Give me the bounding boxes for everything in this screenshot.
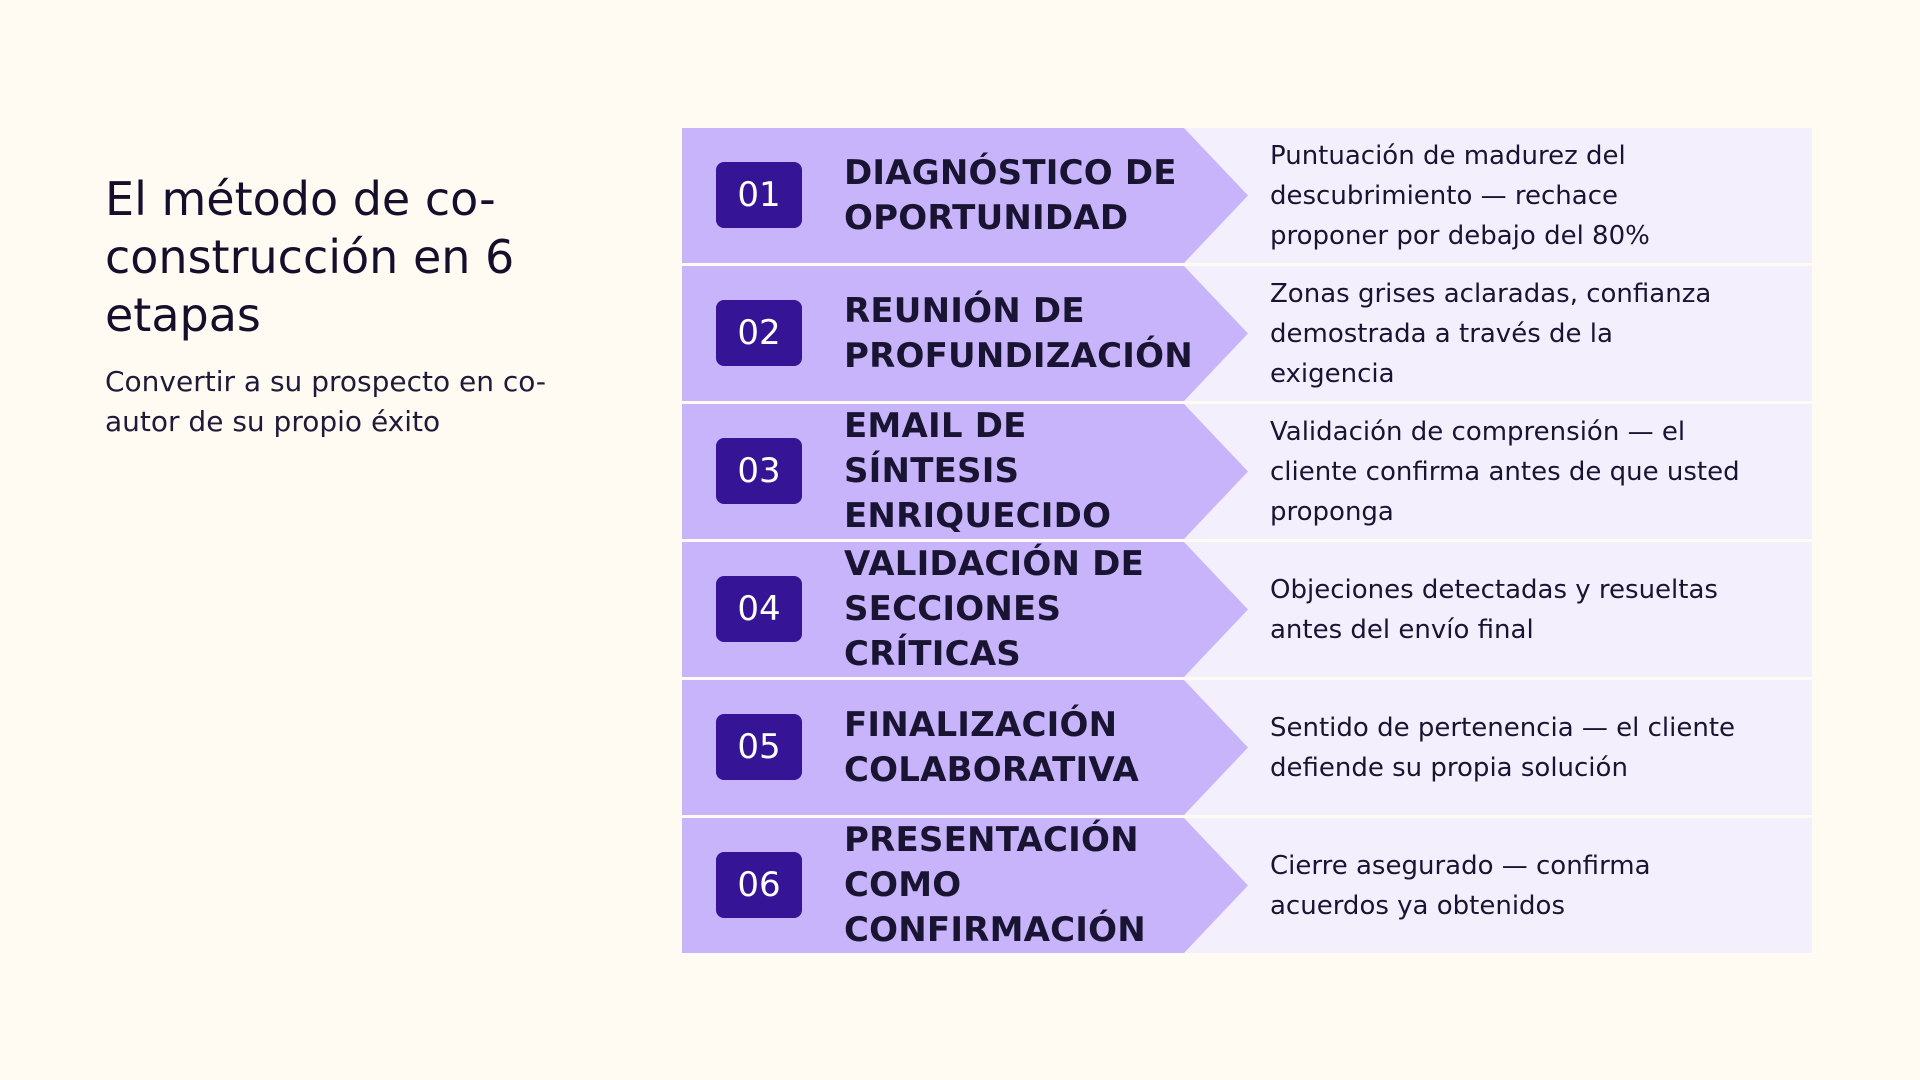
step-6 bbox=[682, 818, 1812, 953]
step-number-badge: 03 bbox=[716, 438, 802, 504]
step-2 bbox=[682, 266, 1812, 401]
page-subtitle: Convertir a su prospecto en co-autor de su propio éxito bbox=[105, 365, 547, 438]
step-5 bbox=[682, 680, 1812, 815]
step-heading: DIAGNÓSTICO DE OPORTUNIDAD bbox=[844, 152, 1177, 238]
page-title: El método de co-construcción en 6 etapas bbox=[105, 172, 515, 342]
step-description: Cierre asegurado — confirma acuerdos ya obtenidos bbox=[1270, 850, 1651, 921]
step-description: Sentido de pertenencia — el cliente defiende su propia solución bbox=[1270, 712, 1736, 783]
step-number-badge: 05 bbox=[716, 714, 802, 780]
step-description: Objeciones detectadas y resueltas antes del envío final bbox=[1270, 574, 1718, 645]
step-heading: VALIDACIÓN DE SECCIONES CRÍTICAS bbox=[844, 544, 1145, 674]
step-number-badge: 04 bbox=[716, 576, 802, 642]
step-number-badge: 01 bbox=[716, 162, 802, 228]
step-3 bbox=[682, 404, 1812, 539]
step-number-badge: 06 bbox=[716, 852, 802, 918]
step-1 bbox=[682, 128, 1812, 263]
step-heading: REUNIÓN DE PROFUNDIZACIÓN bbox=[844, 290, 1193, 376]
intro-panel bbox=[105, 170, 575, 442]
step-4 bbox=[682, 542, 1812, 677]
process-steps bbox=[682, 128, 1812, 952]
step-description: Puntuación de madurez del descubrimiento — rechace proponer por debajo del 80% bbox=[1270, 140, 1650, 251]
step-heading: FINALIZACIÓN COLABORATIVA bbox=[844, 704, 1140, 790]
step-number-badge: 02 bbox=[716, 300, 802, 366]
step-heading: EMAIL DE SÍNTESIS ENRIQUECIDO bbox=[844, 406, 1112, 536]
step-heading: PRESENTACIÓN COMO CONFIRMACIÓN bbox=[844, 820, 1146, 950]
step-description: Zonas grises aclaradas, confianza demostrada a través de la exigencia bbox=[1270, 278, 1712, 389]
step-description: Validación de comprensión — el cliente confirma antes de que usted proponga bbox=[1270, 416, 1740, 527]
